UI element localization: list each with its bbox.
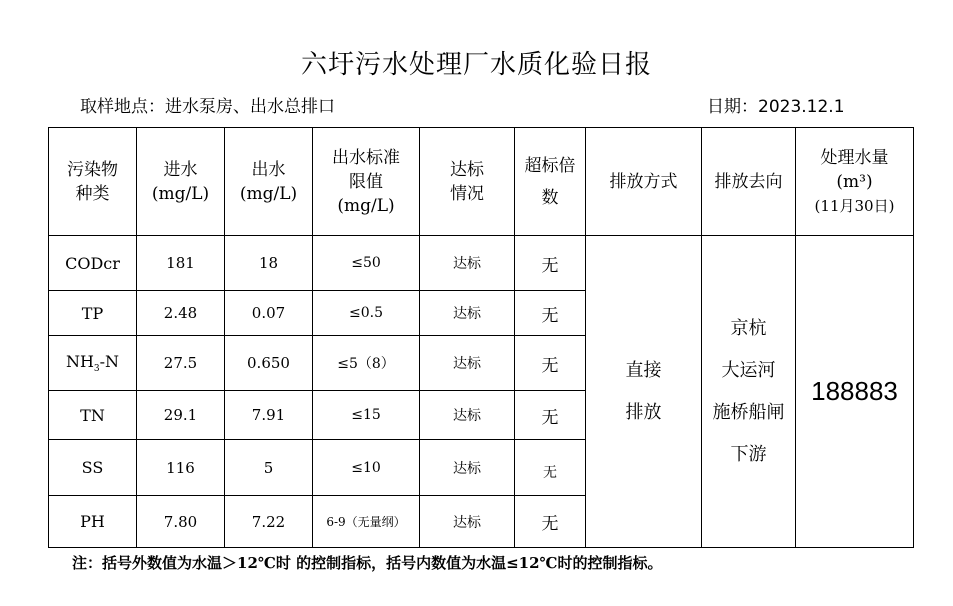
treated-volume-value: 188883 [796, 236, 914, 548]
status-value: 达标 [420, 291, 515, 336]
status-value: 达标 [420, 236, 515, 291]
influent-value: 27.5 [137, 336, 225, 391]
header-pollutant: 污染物 种类 [49, 128, 137, 236]
effluent-value: 18 [225, 236, 313, 291]
header-effluent: 出水 (mg/L) [225, 128, 313, 236]
header-discharge-method: 排放方式 [586, 128, 702, 236]
influent-value: 181 [137, 236, 225, 291]
over-ratio-value: 无 [515, 336, 586, 391]
pollutant-name: SS [49, 440, 137, 496]
limit-value: ≤5（8） [313, 336, 420, 391]
header-status: 达标 情况 [420, 128, 515, 236]
sampling-location: 取样地点：进水泵房、出水总排口 [80, 97, 335, 117]
limit-value: ≤15 [313, 391, 420, 440]
table-row [49, 236, 914, 291]
header-over-ratio: 超标倍 数 [515, 128, 586, 236]
discharge-destination-cell: 京杭 大运河 施桥船闸 下游 [702, 236, 796, 548]
status-value: 达标 [420, 391, 515, 440]
influent-value: 2.48 [137, 291, 225, 336]
over-ratio-value: 无 [515, 391, 586, 440]
effluent-value: 0.650 [225, 336, 313, 391]
pollutant-name: TP [49, 291, 137, 336]
limit-value: ≤0.5 [313, 291, 420, 336]
pollutant-name: PH [49, 496, 137, 548]
header-row [49, 128, 914, 236]
pollutant-name: $NH_3-N$ [49, 336, 137, 391]
over-ratio-value: 无 [515, 496, 586, 548]
pollutant-name: TN [49, 391, 137, 440]
limit-value: ≤10 [313, 440, 420, 496]
report-date: 日期：2023.12.1 [707, 97, 845, 117]
effluent-value: 7.22 [225, 496, 313, 548]
effluent-value: 0.07 [225, 291, 313, 336]
limit-value: 6-9（无量纲） [313, 496, 420, 548]
header-treated-volume: 处理水量 (m³) (11月30日) [796, 128, 914, 236]
over-ratio-value: 无 [515, 291, 586, 336]
limit-value: ≤50 [313, 236, 420, 291]
header-discharge-destination: 排放去向 [702, 128, 796, 236]
header-influent: 进水 (mg/L) [137, 128, 225, 236]
over-ratio-value: 无 [515, 440, 586, 496]
influent-value: 29.1 [137, 391, 225, 440]
effluent-value: 5 [225, 440, 313, 496]
status-value: 达标 [420, 440, 515, 496]
status-value: 达标 [420, 496, 515, 548]
pollutant-name: CODcr [49, 236, 137, 291]
status-value: 达标 [420, 336, 515, 391]
influent-value: 116 [137, 440, 225, 496]
over-ratio-value: 无 [515, 236, 586, 291]
influent-value: 7.80 [137, 496, 225, 548]
footnote: 注：括号外数值为水温＞12℃时 的控制指标，括号内数值为水温≤12℃时的控制指标。 [72, 554, 663, 572]
water-quality-table [48, 127, 914, 548]
header-limit: 出水标准 限值 (mg/L) [313, 128, 420, 236]
discharge-method-cell: 直接 排放 [586, 236, 702, 548]
report-title: 六圩污水处理厂水质化验日报 [300, 50, 652, 80]
effluent-value: 7.91 [225, 391, 313, 440]
